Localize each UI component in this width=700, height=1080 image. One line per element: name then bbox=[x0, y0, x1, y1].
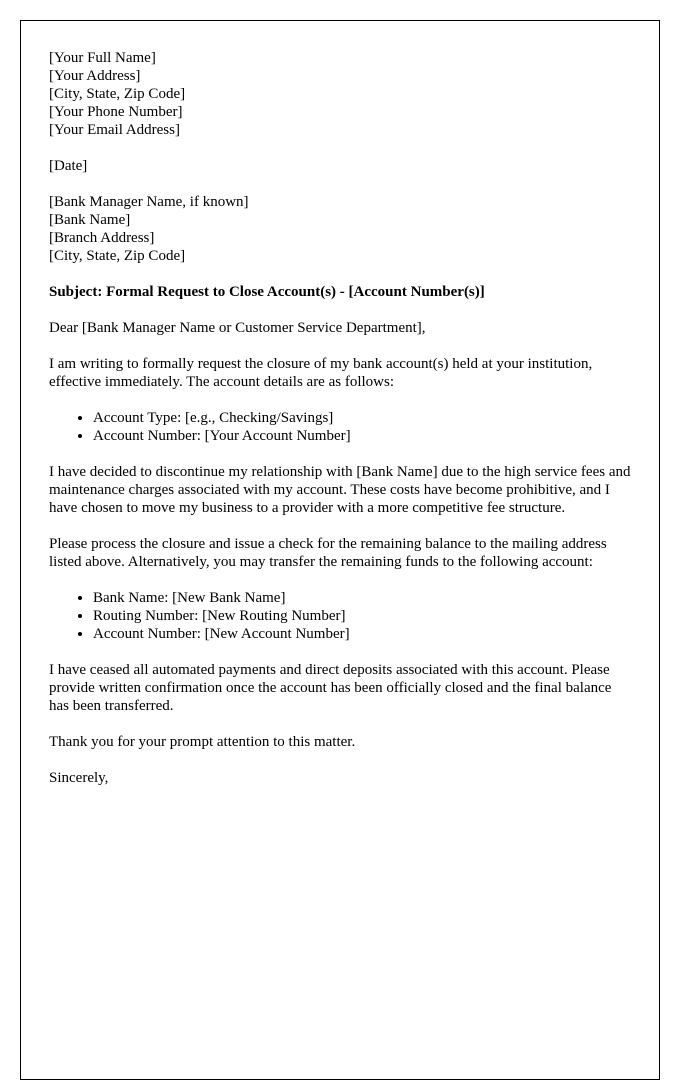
paragraph-confirmation: I have ceased all automated payments and direct deposits associated with this account. Please provide written confirmation once the account has been officially closed and the final balance has been transferred. bbox=[49, 662, 612, 714]
paragraph-transfer: Please process the closure and issue a check for the remaining balance to the mailing address listed above. Alternatively, you may transfer the remaining funds to the following account: bbox=[49, 536, 607, 570]
closing: Sincerely, bbox=[49, 770, 109, 786]
sender-phone-line: [Your Phone Number] bbox=[49, 104, 183, 120]
sender-email-line: [Your Email Address] bbox=[49, 122, 180, 138]
salutation: Dear [Bank Manager Name or Customer Service Department], bbox=[49, 320, 426, 336]
paragraph-thanks: Thank you for your prompt attention to this matter. bbox=[49, 734, 356, 750]
recipient-branch-line: [Branch Address] bbox=[49, 230, 155, 246]
new-account-number-item: • Account Number: [New Account Number] bbox=[93, 625, 631, 643]
date-line: [Date] bbox=[49, 158, 88, 174]
sender-city-line: [City, State, Zip Code] bbox=[49, 86, 186, 102]
transfer-details-list bbox=[49, 589, 631, 643]
account-details-list bbox=[49, 409, 631, 445]
recipient-bank-line: [Bank Name] bbox=[49, 212, 131, 228]
paragraph-intro: I am writing to formally request the closure of my bank account(s) held at your institution, effective immediately. The account details are as follows: bbox=[49, 356, 593, 390]
account-number-item: • Account Number: [Your Account Number] bbox=[93, 427, 631, 445]
new-routing-number-item: • Routing Number: [New Routing Number] bbox=[93, 607, 631, 625]
paragraph-reason: I have decided to discontinue my relationship with [Bank Name] due to the high service fees and maintenance charges associated with my account. These costs have become prohibitive, and I have chosen to move my business to a provider with a more competitive fee structure. bbox=[49, 464, 631, 516]
new-bank-name-item: • Bank Name: [New Bank Name] bbox=[93, 589, 631, 607]
recipient-block bbox=[49, 193, 631, 265]
subject-line: Subject: Formal Request to Close Account(s) - [Account Number(s)] bbox=[49, 284, 485, 300]
recipient-city-line: [City, State, Zip Code] bbox=[49, 248, 186, 264]
letter-page bbox=[20, 20, 660, 1080]
recipient-manager-line: [Bank Manager Name, if known] bbox=[49, 194, 249, 210]
sender-name-line: [Your Full Name] bbox=[49, 50, 156, 66]
sender-block bbox=[49, 49, 631, 139]
sender-address-line: [Your Address] bbox=[49, 68, 141, 84]
date-block bbox=[49, 157, 631, 175]
account-type-item: • Account Type: [e.g., Checking/Savings] bbox=[93, 409, 631, 427]
